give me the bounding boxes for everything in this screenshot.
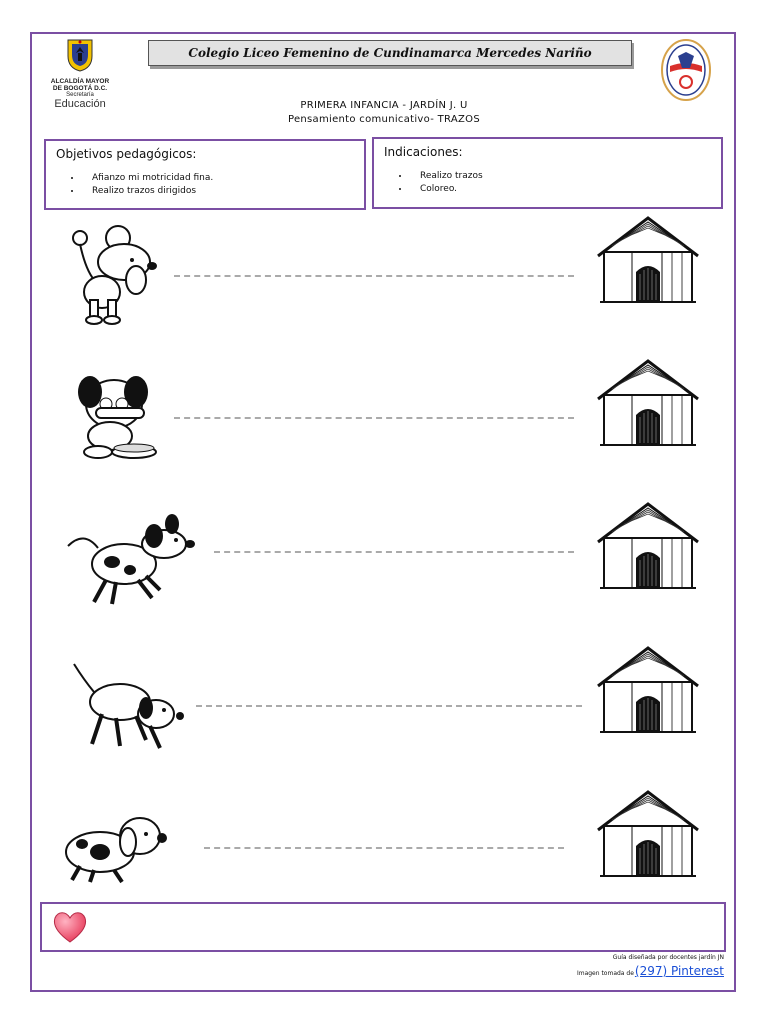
dog-illustration: [70, 660, 186, 760]
objectives-box: [44, 139, 366, 210]
objective-item: • Realizo trazos dirigidos: [82, 185, 213, 198]
dog-house-illustration: [592, 788, 704, 880]
instruction-item: • Realizo trazos: [410, 170, 483, 183]
logo-text-line1: ALCALDÍA MAYOR: [50, 78, 110, 85]
logo-text-small: Secretaría: [66, 92, 94, 98]
dog-illustration: [66, 222, 158, 326]
trace-line[interactable]: [196, 705, 582, 707]
heart-icon: [52, 910, 88, 944]
instructions-box: [372, 137, 723, 209]
objectives-list: [66, 172, 213, 198]
dog-house-illustration: [592, 214, 704, 306]
name-box[interactable]: [40, 902, 726, 952]
objective-item: • Afianzo mi motricidad fina.: [82, 172, 213, 185]
subtitle-level: PRIMERA INFANCIA - JARDÍN J. U: [300, 100, 468, 111]
logo-text-line2: DE BOGOTÁ D.C.: [52, 85, 108, 92]
dog-illustration: [74, 370, 166, 464]
school-seal-icon: [660, 38, 712, 102]
logo-text-big: Educación: [54, 98, 106, 110]
dog-illustration: [64, 510, 198, 610]
trace-line[interactable]: [174, 275, 574, 277]
dog-house-illustration: [592, 644, 704, 736]
instructions-title: Indicaciones:: [384, 145, 463, 159]
credit-prefix: Imagen tomada de: [576, 970, 634, 977]
bogota-shield-icon: [66, 38, 94, 72]
dog-house-illustration: [592, 357, 704, 449]
dog-house-illustration: [592, 500, 704, 592]
dog-illustration: [60, 808, 170, 884]
pinterest-link[interactable]: (297) Pinterest: [634, 964, 724, 978]
subtitle-topic: Pensamiento comunicativo- TRAZOS: [287, 114, 481, 125]
trace-line[interactable]: [174, 417, 574, 419]
credit-source: [577, 964, 724, 978]
trace-line[interactable]: [204, 847, 564, 849]
objectives-title: Objetivos pedagógicos:: [56, 147, 197, 161]
instruction-item: • Coloreo.: [410, 183, 483, 196]
school-title-box: [148, 40, 632, 66]
instructions-list: [394, 170, 483, 196]
trace-line[interactable]: [214, 551, 574, 553]
school-title: Colegio Liceo Femenino de Cundinamarca Mercedes Nariño: [188, 46, 592, 60]
credit-line: Guía diseñada por docentes jardín JN: [612, 954, 724, 961]
